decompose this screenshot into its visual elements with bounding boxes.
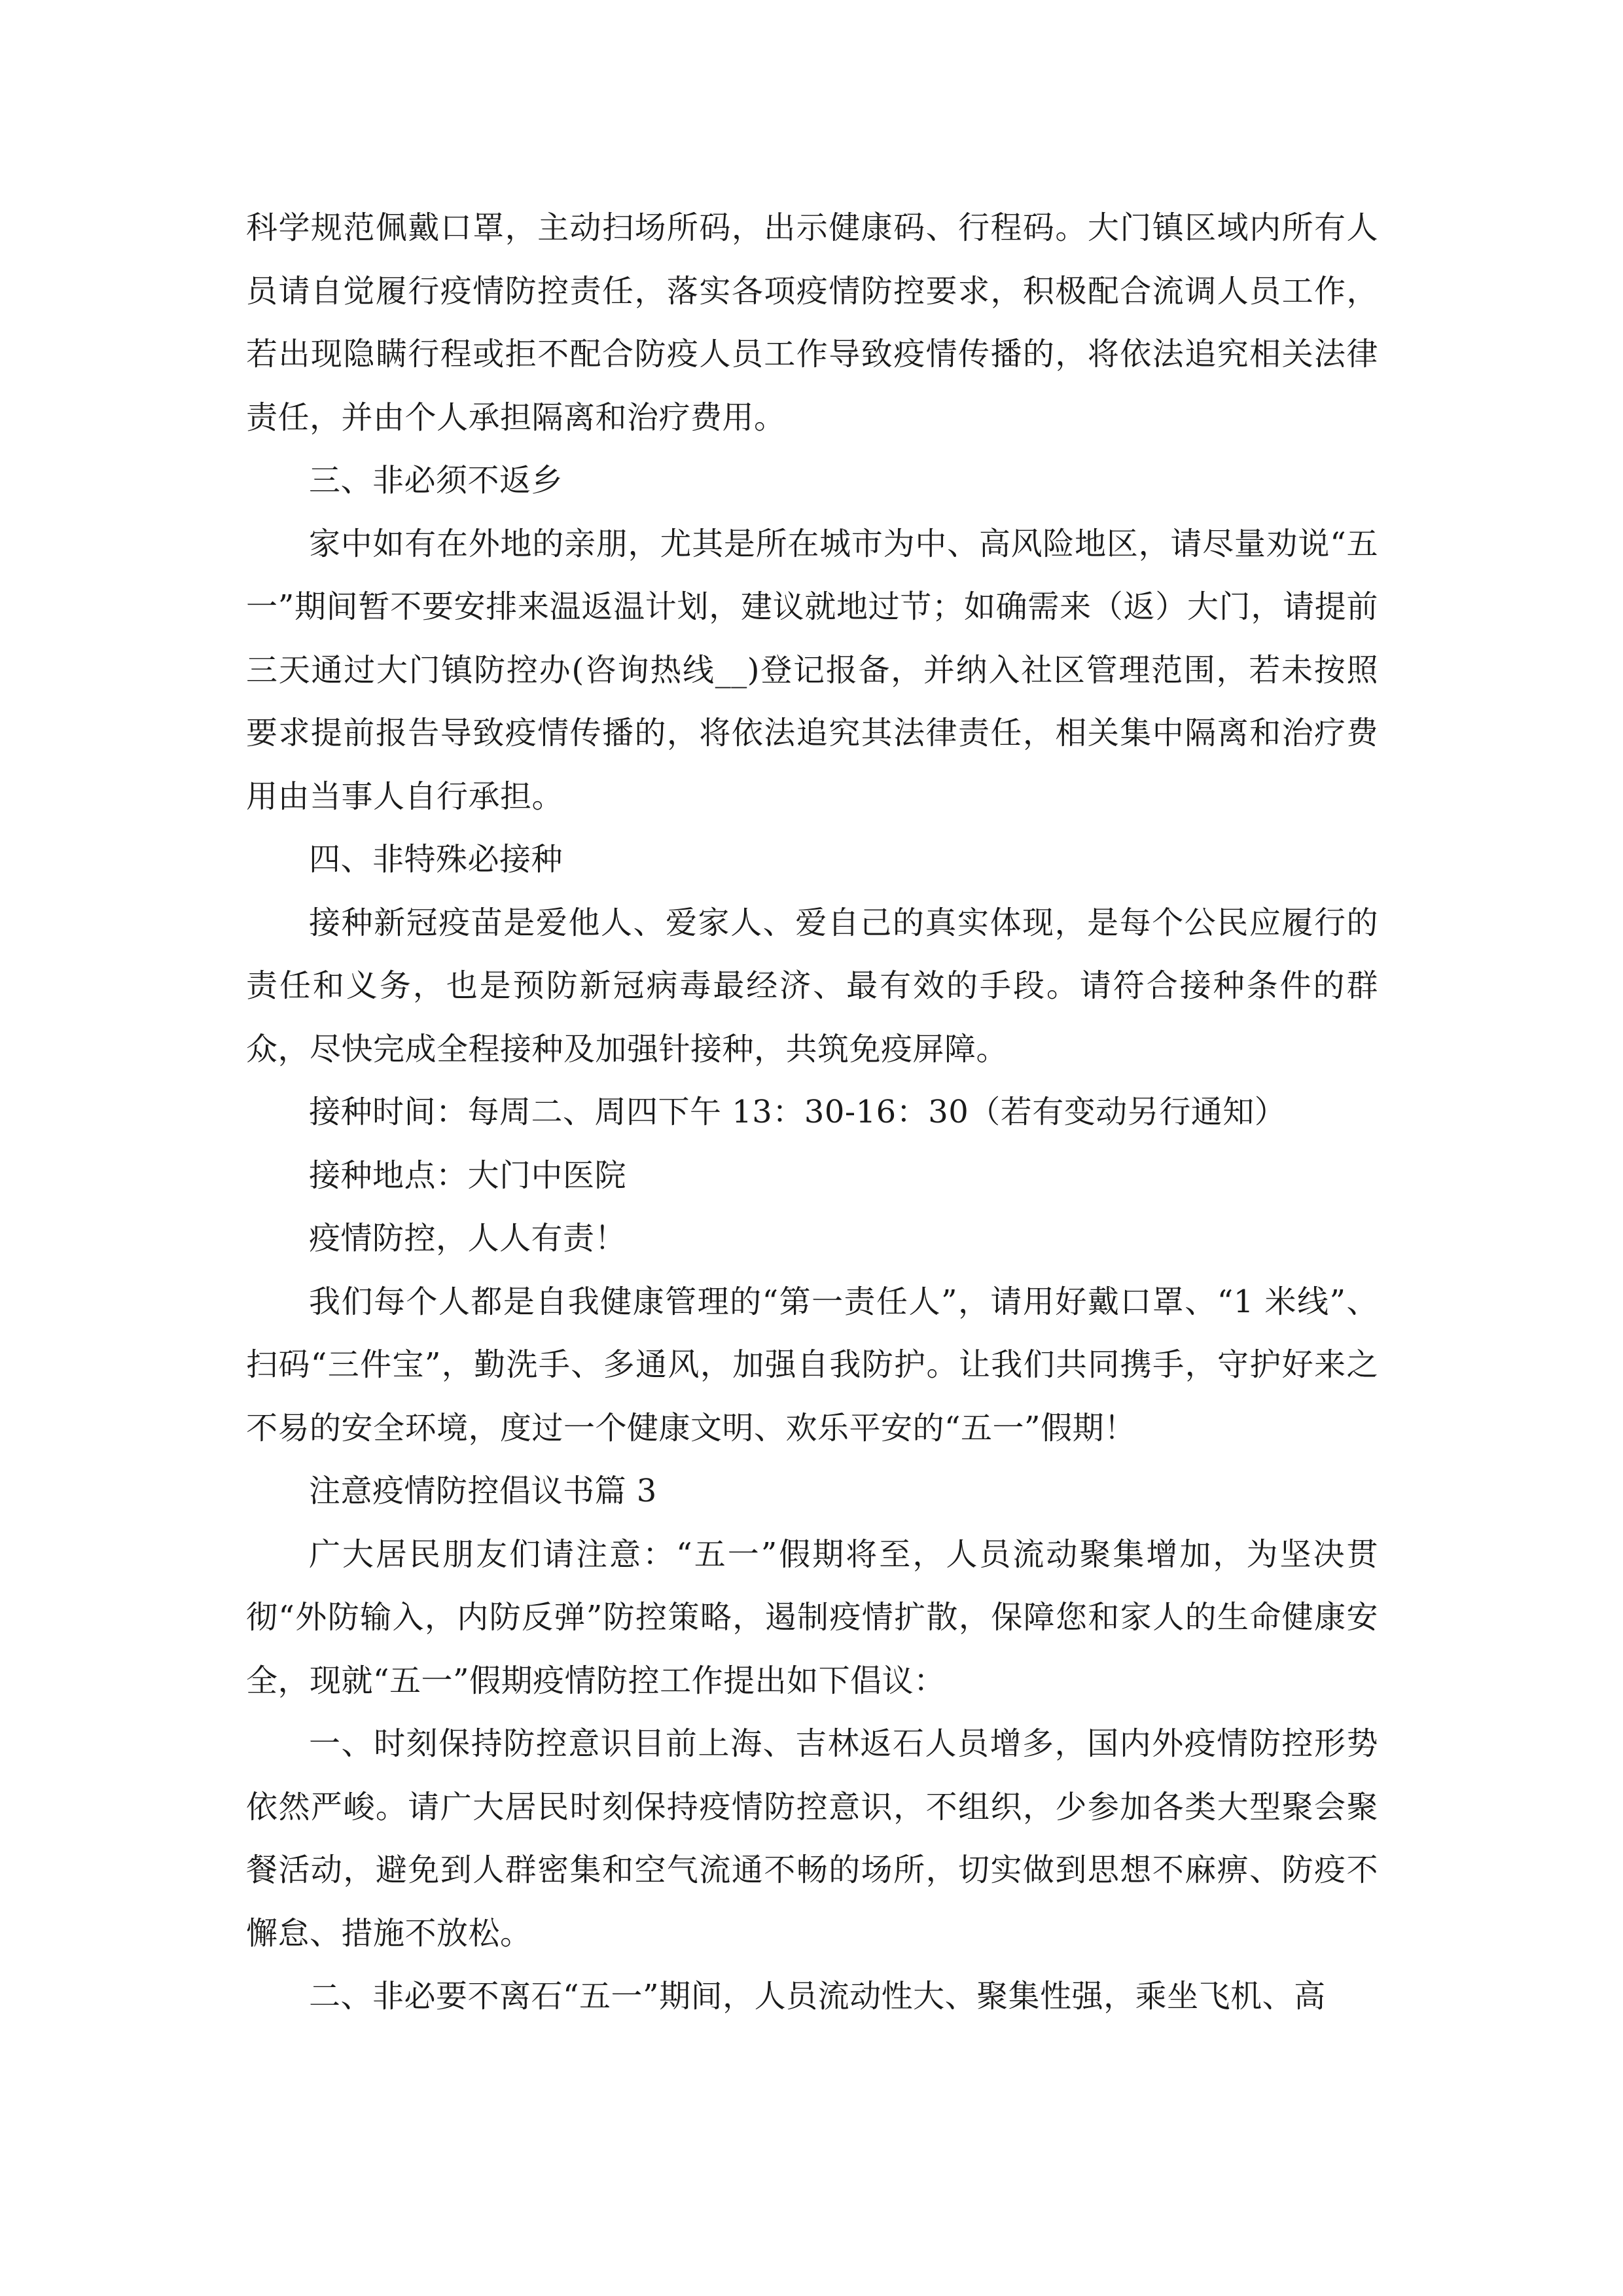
article-title-part-3: 注意疫情防控倡议书篇 3 bbox=[309, 1473, 657, 1509]
slogan: 疫情防控，人人有责！ bbox=[309, 1220, 627, 1257]
vaccination-time: 接种时间：每周二、周四下午 13：30-16：30（若有变动另行通知） bbox=[309, 1094, 1287, 1130]
paragraph-personal-protection: 我们每个人都是自我健康管理的“第一责任人”，请用好戴口罩、“1 米线”、扫码“三件宝”，勤洗手、多通风，加强自我防护。让我们共同携手，守护好来之不易的安全环境，度过一个健康文明、欢乐平安的“五一”假期！ bbox=[246, 1283, 1378, 1446]
paragraph-vaccination: 接种新冠疫苗是爱他人、爱家人、爱自己的真实体现，是每个公民应履行的责任和义务，也是预防新冠病毒最经济、最有效的手段。请符合接种条件的群众，尽快完成全程接种及加强针接种，共筑免疫屏障。 bbox=[246, 904, 1378, 1067]
paragraph-mask-guidance: 科学规范佩戴口罩，主动扫场所码，出示健康码、行程码。大门镇区域内所有人员请自觉履行疫情防控责任，落实各项疫情防控要求，积极配合流调人员工作，若出现隐瞒行程或拒不配合防疫人员工作导致疫情传播的，将依法追究相关法律责任，并由个人承担隔离和治疗费用。 bbox=[246, 209, 1378, 436]
paragraph-awareness: 一、时刻保持防控意识目前上海、吉林返石人员增多，国内外疫情防控形势依然严峻。请广大居民时刻保持疫情防控意识，不组织，少参加各类大型聚会聚餐活动，避免到人群密集和空气流通不畅的场所，切实做到思想不麻痹、防疫不懈怠、措施不放松。 bbox=[246, 1725, 1378, 1952]
paragraph-no-leaving: 二、非必要不离石“五一”期间，人员流动性大、聚集性强，乘坐飞机、高 bbox=[309, 1978, 1326, 2015]
paragraph-return-registration: 家中如有在外地的亲朋，尤其是所在城市为中、高风险地区，请尽量劝说“五一”期间暂不要安排来温返温计划，建议就地过节；如确需来（返）大门，请提前三天通过大门镇防控办(咨询热线__)登记报备，并纳入社区管理范围，若未按照要求提前报告导致疫情传播的，将依法追究其法律责任，相关集中隔离和治疗费用由当事人自行承担。 bbox=[246, 525, 1378, 815]
paragraph-intro-part-3: 广大居民朋友们请注意：“五一”假期将至，人员流动聚集增加，为坚决贯彻“外防输入，内防反弹”防控策略，遏制疫情扩散，保障您和家人的生命健康安全，现就“五一”假期疫情防控工作提出如下倡议： bbox=[246, 1535, 1378, 1699]
section-heading-no-return-home: 三、非必须不返乡 bbox=[309, 462, 563, 499]
vaccination-location: 接种地点：大门中医院 bbox=[309, 1157, 627, 1194]
document-body bbox=[246, 196, 1378, 2028]
section-heading-vaccination: 四、非特殊必接种 bbox=[309, 841, 563, 878]
